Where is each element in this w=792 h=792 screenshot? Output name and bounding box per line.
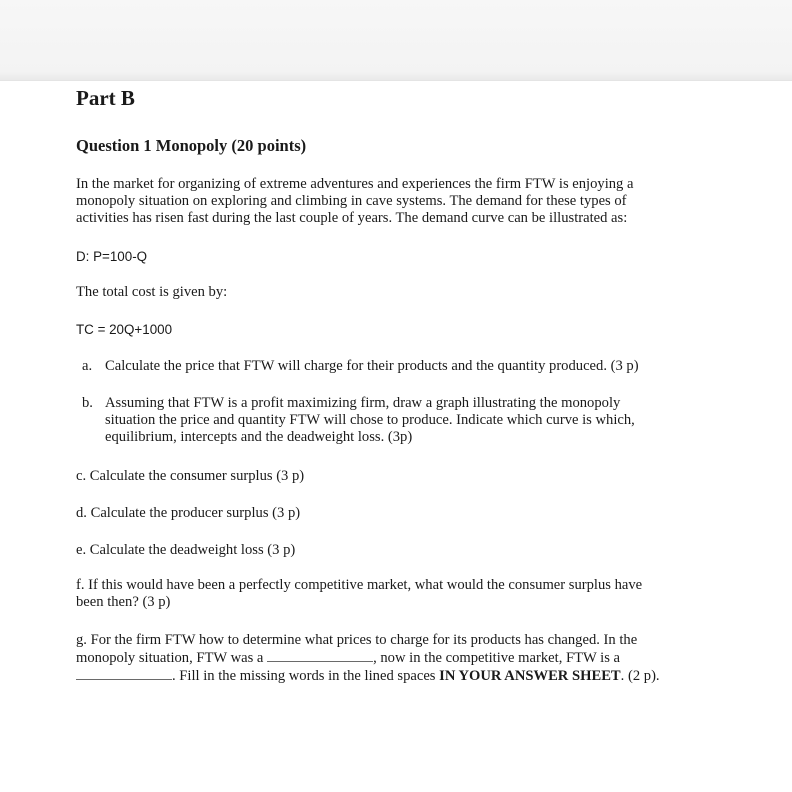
question-title: Question 1 Monopoly (20 points) [76,136,307,155]
item-text: . (2 p). [620,668,660,685]
item-line [76,667,716,685]
item-text: . Fill in the missing words in the lined spaces [172,668,436,685]
emphasis-text: IN YOUR ANSWER SHEET [439,668,621,685]
item-line: Assuming that FTW is a profit maximizing firm, draw a graph illustrating the monopoly [105,395,621,411]
item-text: Calculate the price that FTW will charge for their products and the quantity produced. (3 p) [105,358,639,374]
question-item-c: c. Calculate the consumer surplus (3 p) [76,468,305,484]
item-number: a. [82,358,93,374]
question-item-g [76,632,716,686]
divider [0,80,792,81]
item-line: f. If this would have been a perfectly competitive market, what would the consumer surplus have [76,577,643,593]
item-line [76,649,716,667]
item-text [105,395,720,447]
total-cost-equation: TC = 20Q+1000 [76,322,173,337]
item-number: b. [82,395,93,411]
intro-line: monopoly situation on exploring and climbing in cave systems. The demand for these types of [76,193,627,210]
top-shadow-band [0,0,792,80]
item-line: situation the price and quantity FTW will chose to produce. Indicate which curve is which, [105,412,635,429]
item-line: g. For the firm FTW how to determine what prices to charge for its products has changed. In the [76,632,638,648]
answer-blank [267,649,373,662]
item-line: been then? (3 p) [76,594,171,611]
question-item-f [76,577,716,611]
item-line: equilibrium, intercepts and the deadweight loss. (3p) [105,429,413,446]
question-item-b [76,395,726,451]
answer-blank [76,667,172,680]
demand-equation: D: P=100-Q [76,249,148,264]
part-title: Part B [76,86,135,110]
question-item-d: d. Calculate the producer surplus (3 p) [76,505,301,521]
intro-line: In the market for organizing of extreme adventures and experiences the firm FTW is enjoying a [76,176,634,192]
question-item-e: e. Calculate the deadweight loss (3 p) [76,542,296,558]
question-item-a [76,358,726,378]
item-text: monopoly situation, FTW was a [76,650,264,667]
intro-paragraph [76,176,716,228]
intro-line: activities has risen fast during the last couple of years. The demand curve can be illustrated as: [76,210,628,227]
total-cost-intro: The total cost is given by: [76,284,228,300]
item-text: , now in the competitive market, FTW is a [373,650,621,667]
